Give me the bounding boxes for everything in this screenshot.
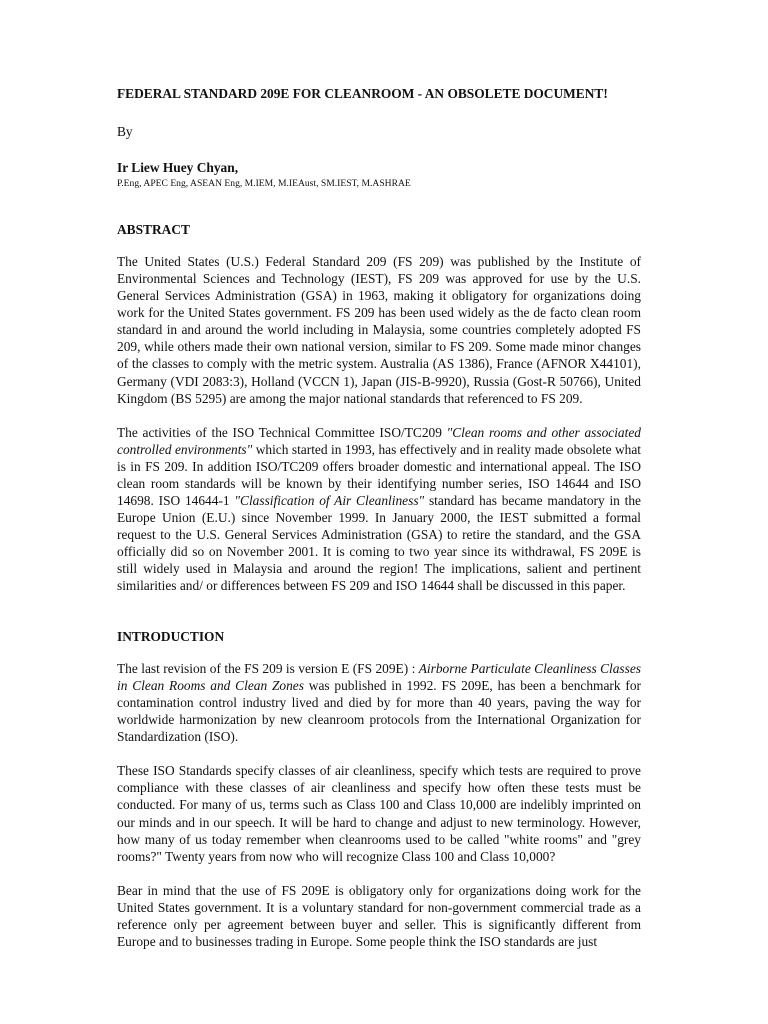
intro-p1-italic-title: Airborne Particulate Cleanliness Classes in Clean Rooms and Clean Zones <box>117 661 641 694</box>
document-title: FEDERAL STANDARD 209E FOR CLEANROOM - AN OBSOLETE DOCUMENT! <box>117 86 608 101</box>
abstract-p2-text-a: The activities of the ISO Technical Committee ISO/TC209 <box>117 424 447 440</box>
introduction-heading: INTRODUCTION <box>117 629 225 645</box>
author-credentials: P.Eng, APEC Eng, ASEAN Eng, M.IEM, M.IEAust, SM.IEST, M.ASHRAE <box>117 178 411 190</box>
abstract-p2-italic-standard-title: "Classification of Air Cleanliness" <box>234 492 425 508</box>
introduction-paragraph-3: Bear in mind that the use of FS 209E is obligatory only for organizations doing work for the United States government. It is a voluntary standard for non-government commercial trade as a reference only per agreement between buyer and seller. This is significantly different from Europe and to businesses trading in Europe. Some people think the ISO standards are just <box>117 882 641 949</box>
author-line <box>117 159 641 176</box>
abstract-heading: ABSTRACT <box>117 222 190 238</box>
author-name: Ir Liew Huey Chyan <box>117 160 235 176</box>
document-body <box>117 85 641 950</box>
abstract-paragraph-2 <box>117 424 641 594</box>
intro-p1-text-a: The last revision of the FS 209 is version E (FS 209E) : <box>117 661 419 677</box>
introduction-paragraph-2: These ISO Standards specify classes of air cleanliness, specify which tests are required to prove compliance with these classes of air cleanliness and specify how often these tests must be conducted. For many of us, terms such as Class 100 and Class 10,000 are indelibly imprinted on our minds and in our speech. It will be hard to change and adjust to new terminology. However, how many of us today remember when cleanrooms used to be called "white rooms" and "grey rooms?" Twenty years from now who will recognize Class 100 and Class 10,000? <box>117 763 641 864</box>
intro-p1-text-c: was published in 1992. FS 209E, has been a benchmark for contamination control industry lived and died by for more than 40 years, paving the way for worldwide harmonization by new cleanroom protocols from the International Organization for Standardization (ISO). <box>117 678 641 745</box>
abstract-p2-text-c: which started in 1993, has effectively and in reality made obsolete what is in FS 209. In addition ISO/TC209 offers broader domestic and international appeal. The ISO clean room standards will be known by their identifying number series, ISO 14644 and ISO 14698. ISO 14644-1 <box>117 441 641 508</box>
abstract-paragraph-1: The United States (U.S.) Federal Standard 209 (FS 209) was published by the Institute of Environmental Sciences and Technology (IEST), FS 209 was approved for use by the U.S. General Services Administration (GSA) in 1963, making it obligatory for organizations doing work for the United States government. FS 209 has been used widely as the de facto clean room standard in and around the world including in Malaysia, some countries completely adopted FS 209, while others made their own national version, similar to FS 209. Some made minor changes of the classes to comply with the metric system. Australia (AS 1386), France (AFNOR X44101), Germany (VDI 2083:3), Holland (VCCN 1), Japan (JIS-B-9920), Russia (Gost-R 50766), United Kingdom (BS 5295) are among the major national standards that referenced to FS 209. <box>117 254 641 406</box>
byline-label: By <box>117 124 133 140</box>
author-comma: , <box>234 160 239 176</box>
abstract-p2-italic-committee-title: "Clean rooms and other associated controlled environments" <box>117 424 641 457</box>
introduction-paragraph-1 <box>117 660 641 745</box>
abstract-p2-text-e: standard has became mandatory in the Europe Union (E.U.) since November 1999. In January 2000, the IEST submitted a formal request to the U.S. General Services Administration (GSA) to retire the standard, and the GSA officially did so on November 2001. It is coming to two year since its withdrawal, FS 209E is still widely used in Malaysia and around the region! The implications, salient and pertinent similarities and/ or differences between FS 209 and ISO 14644 shall be discussed in this paper. <box>117 492 642 594</box>
